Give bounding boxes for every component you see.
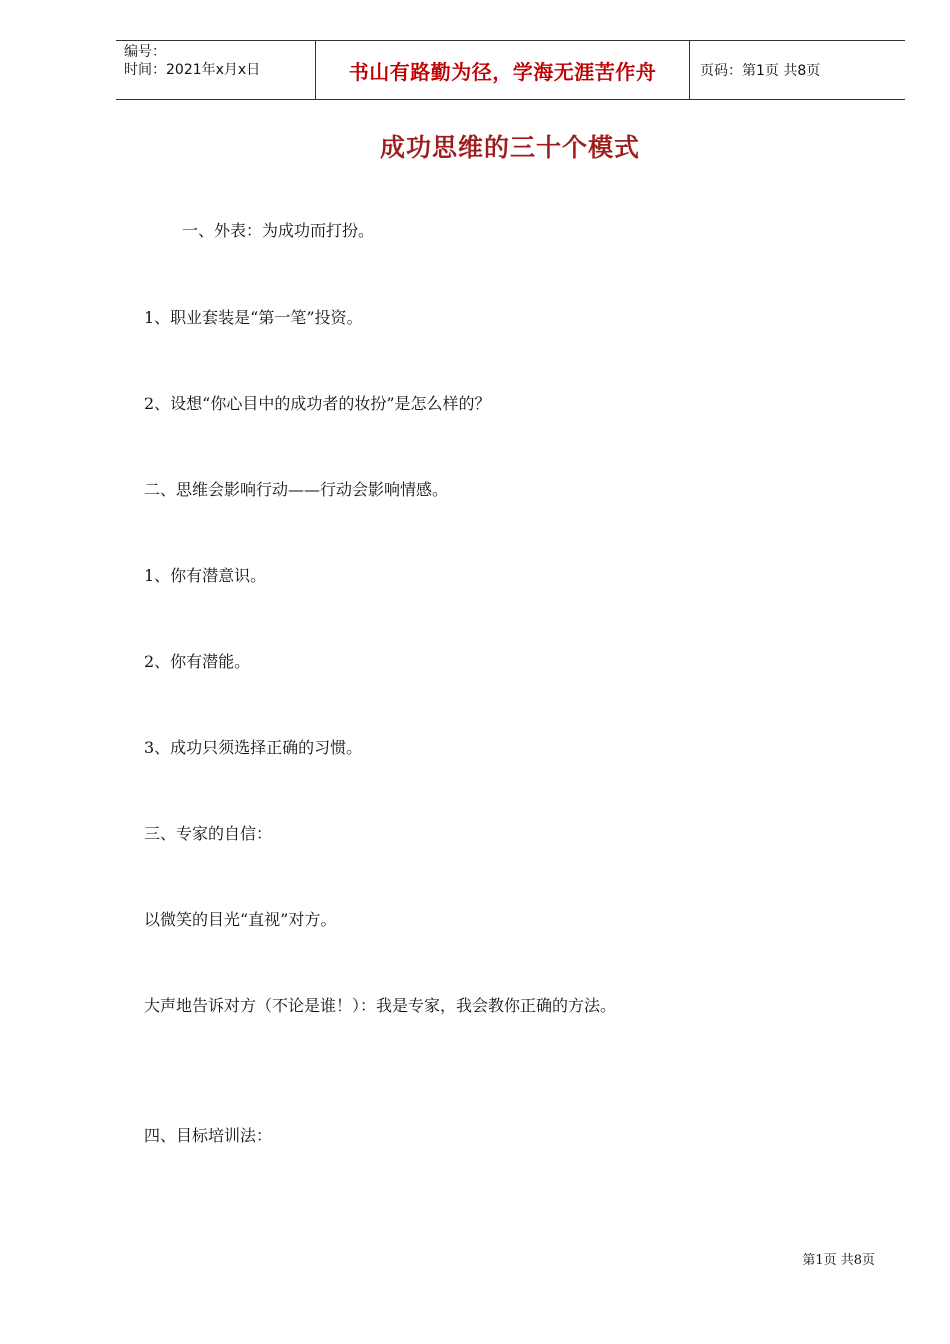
document-time-label: 时间：2021年x月x日 — [124, 62, 261, 78]
list-item: 2、设想“你心目中的成功者的妆扮”是怎么样的？ — [144, 394, 491, 413]
page-header — [116, 40, 905, 100]
body-paragraph: 大声地告诉对方（不论是谁！）：我是专家，我会教你正确的方法。 — [144, 996, 617, 1015]
section-heading-1: 一、外表：为成功而打扮。 — [182, 221, 375, 240]
list-item: 1、职业套装是“第一笔”投资。 — [144, 308, 363, 327]
section-heading-3: 三、专家的自信： — [144, 824, 273, 843]
section-heading-2: 二、思维会影响行动——行动会影响情感。 — [144, 480, 449, 499]
document-title: 成功思维的三十个模式 — [379, 133, 640, 162]
header-page-info: 页码：第1页 共8页 — [700, 63, 821, 79]
section-heading-4: 四、目标培训法： — [144, 1126, 273, 1145]
list-item: 2、你有潜能。 — [144, 652, 251, 671]
body-paragraph: 以微笑的目光“直视”对方。 — [144, 910, 337, 929]
header-page-cell — [690, 41, 905, 99]
list-item: 1、你有潜意识。 — [144, 566, 267, 585]
page-footer: 第1页 共8页 — [802, 1253, 875, 1268]
document-number-label: 编号： — [124, 44, 166, 60]
header-meta-cell — [116, 41, 316, 99]
header-motto-cell — [316, 41, 690, 99]
list-item: 3、成功只须选择正确的习惯。 — [144, 738, 363, 757]
header-motto: 书山有路勤为径，学海无涯苦作舟 — [348, 59, 657, 84]
